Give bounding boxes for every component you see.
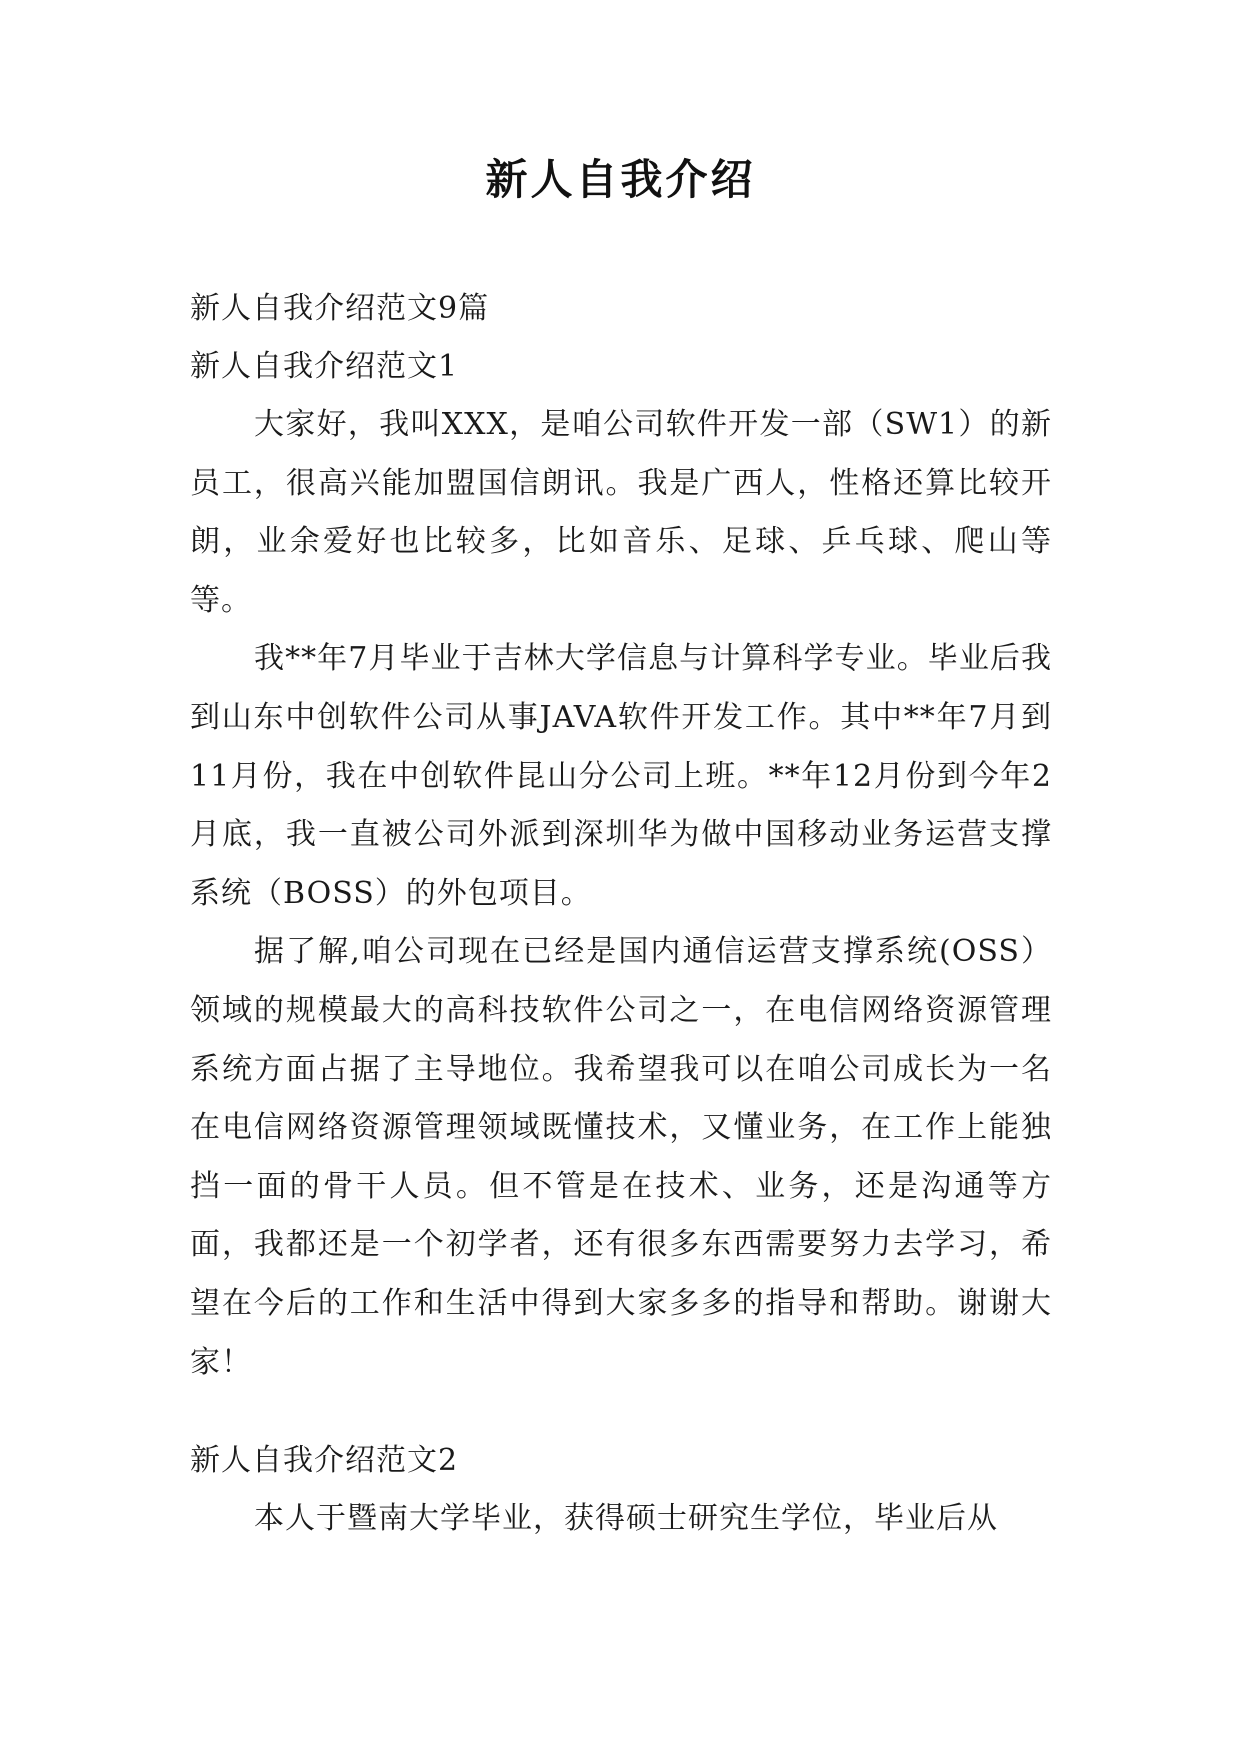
paragraph-education: 我**年7月毕业于吉林大学信息与计算科学专业。毕业后我到山东中创软件公司从事JAVA软件开发工作。其中**年7月到11月份，我在中创软件昆山分公司上班。**年12月份到今年2月底，我一直被公司外派到深圳华为做中国移动业务运营支撑系统（BOSS）的外包项目。	[190, 641, 1052, 911]
document-body	[190, 280, 1052, 1549]
section-spacer	[190, 1392, 1052, 1432]
section-heading-1: 新人自我介绍范文1	[190, 349, 459, 384]
collection-subtitle: 新人自我介绍范文9篇	[190, 291, 490, 326]
paragraph-section2: 本人于暨南大学毕业，获得硕士研究生学位，毕业后从	[254, 1501, 998, 1537]
document-title: 新人自我介绍	[485, 155, 756, 204]
paragraph-intro: 大家好，我叫XXX，是咱公司软件开发一部（SW1）的新员工，很高兴能加盟国信朗讯。我是广西人，性格还算比较开朗，业余爱好也比较多，比如音乐、足球、乒乓球、爬山等等。	[190, 407, 1052, 618]
section-heading-2: 新人自我介绍范文2	[190, 1443, 459, 1479]
paragraph-aspiration: 据了解,咱公司现在已经是国内通信运营支撑系统(OSS）领域的规模最大的高科技软件公司之一，在电信网络资源管理系统方面占据了主导地位。我希望我可以在咱公司成长为一名在电信网络资源管理领域既懂技术，又懂业务，在工作上能独挡一面的骨干人员。但不管是在技术、业务，还是沟通等方面，我都还是一个初学者，还有很多东西需要努力去学习，希望在今后的工作和生活中得到大家多多的指导和帮助。谢谢大家！	[190, 934, 1052, 1380]
